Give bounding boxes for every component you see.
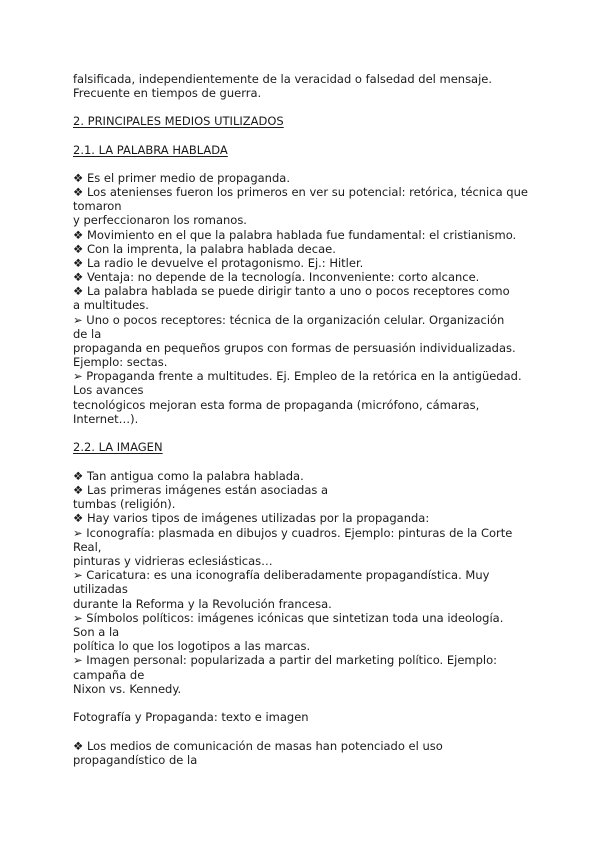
text-line: Los avances [73,383,144,397]
text-line: propaganda en pequeños grupos con formas de persuasión individualizadas. [73,341,516,355]
text-line: ❖ Es el primer medio de propaganda. [73,171,290,185]
text-line: Nixon vs. Kennedy. [73,682,182,696]
text-line: ➢ Propaganda frente a multitudes. Ej. Empleo de la retórica en la antigüedad. [73,369,522,383]
text-line: ❖ Los medios de comunicación de masas han potenciado el uso [73,739,443,753]
text-line: ➢ Caricatura: es una iconografía deliberadamente propagandística. Muy [73,568,490,582]
text-line: y perfeccionaron los romanos. [73,213,247,227]
intro-line: falsificada, independientemente de la veracidad o falsedad del mensaje. [73,72,493,86]
text-line: Internet…). [73,412,139,426]
text-line: ❖ Hay varios tipos de imágenes utilizadas por la propaganda: [73,511,430,525]
text-line: Son a la [73,625,120,639]
section-heading-principales: 2. PRINCIPALES MEDIOS UTILIZADOS [73,114,284,128]
text-line: ❖ Movimiento en el que la palabra hablada fue fundamental: el cristianismo. [73,228,517,242]
text-line: ❖ La radio le devuelve el protagonismo. Ej.: Hitler. [73,256,364,270]
text-line: ❖ Los atenienses fueron los primeros en ver su potencial: retórica, técnica que [73,185,528,199]
text-line: ❖ Ventaja: no depende de la tecnología. Inconveniente: corto alcance. [73,270,480,284]
text-line: utilizadas [73,582,128,596]
text-line: propagandístico de la [73,753,198,767]
section-heading-imagen: 2.2. LA IMAGEN [73,440,163,454]
text-line: durante la Reforma y la Revolución francesa. [73,597,332,611]
text-line: ➢ Iconografía: plasmada en dibujos y cuadros. Ejemplo: pinturas de la Corte [73,526,513,540]
text-line: tecnológicos mejoran esta forma de propaganda (micrófono, cámaras, [73,398,480,412]
intro-line: Frecuente en tiempos de guerra. [73,86,262,100]
text-line: ❖ Con la imprenta, la palabra hablada decae. [73,242,336,256]
text-line: a multitudes. [73,298,149,312]
text-line: ❖ Las primeras imágenes están asociadas a [73,483,329,497]
text-line: ❖ La palabra hablada se puede dirigir tanto a uno o pocos receptores como [73,284,510,298]
text-line: Ejemplo: sectas. [73,355,168,369]
text-line: política lo que los logotipos a las marcas. [73,639,311,653]
subheading-fotografia: Fotografía y Propaganda: texto e imagen [73,710,309,724]
text-line: tumbas (religión). [73,497,176,511]
text-line: ➢ Uno o pocos receptores: técnica de la organización celular. Organización [73,313,505,327]
text-line: ➢ Imagen personal: popularizada a partir del marketing político. Ejemplo: [73,653,498,667]
text-line: ➢ Símbolos políticos: imágenes icónicas que sintetizan toda una ideología. [73,611,504,625]
text-line: campaña de [73,668,145,682]
text-line: pinturas y vidrieras eclesiásticas… [73,554,273,568]
section-heading-palabra-hablada: 2.1. LA PALABRA HABLADA [73,143,228,157]
text-line: de la [73,327,102,341]
text-line: Real, [73,540,102,554]
text-line: tomaron [73,199,122,213]
text-line: ❖ Tan antigua como la palabra hablada. [73,469,304,483]
